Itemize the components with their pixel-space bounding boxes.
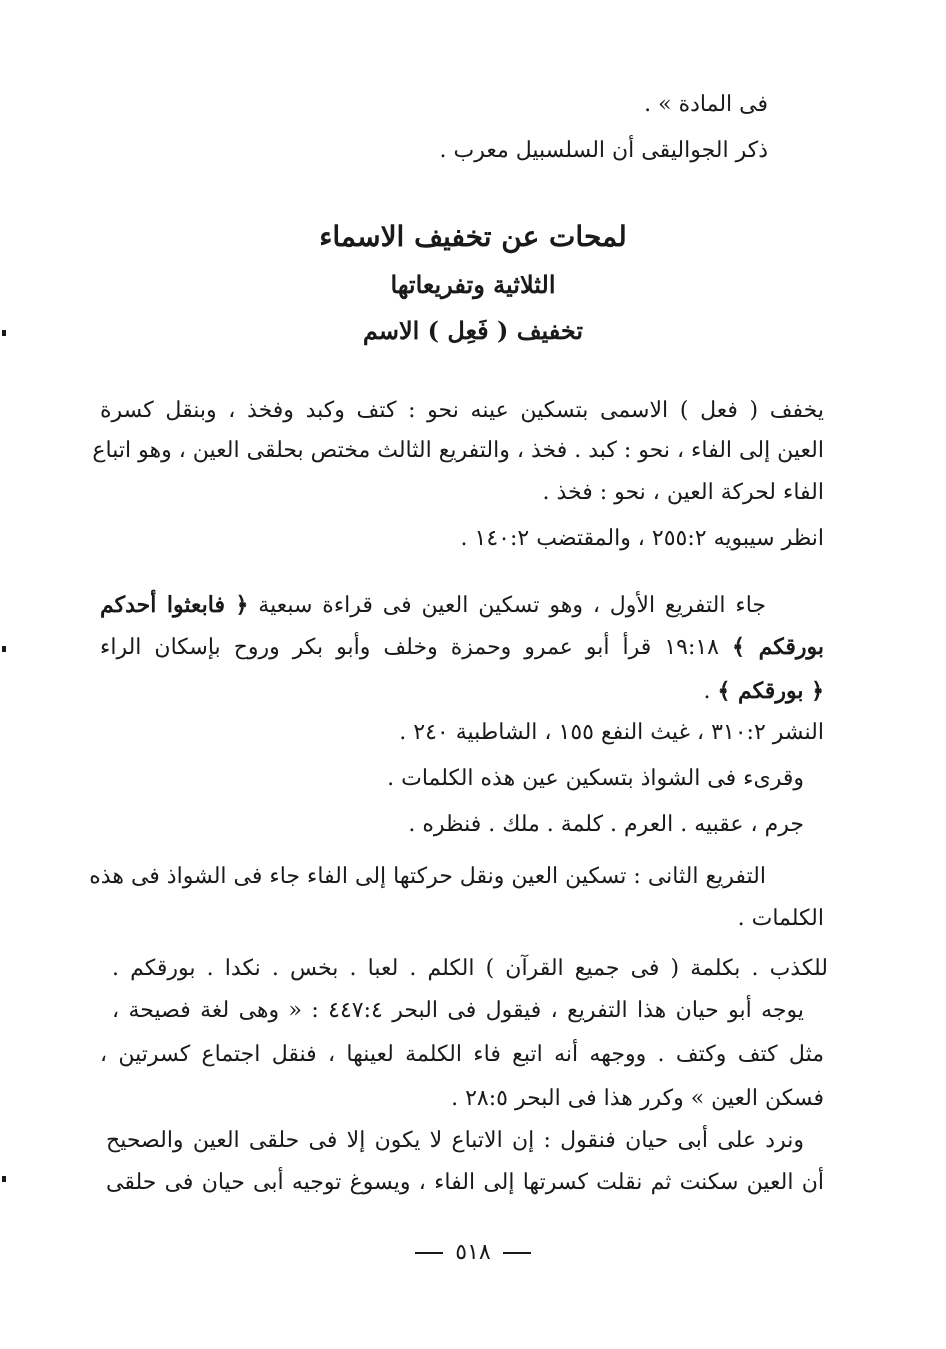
para2-line-1 [100,590,766,621]
page-number-value: ٥١٨ [455,1240,491,1265]
para3-line-1: التفريع الثانى : تسكين العين ونقل حركتها إلى الفاء جاء فى الشواذ فى هذه [89,864,766,889]
para2-line-5: وقرىء فى الشواذ بتسكين عين هذه الكلمات . [387,766,804,791]
page-number [0,1240,946,1265]
para2-line-3 [703,676,824,707]
page-number-dash [415,1252,443,1254]
para4-line-2: يوجه أبو حيان هذا التفريع ، فيقول فى البحر ٤٤٧:٤ : « وهى لغة فصيحة ، [112,998,804,1023]
para2-reference: النشر ٣١٠:٢ ، غيث النفع ١٥٥ ، الشاطبية ٢٤٠ . [399,720,824,745]
page-number-dash [503,1252,531,1254]
para4-line-4: فسكن العين » وكرر هذا فى البحر ٢٨:٥ . [451,1086,824,1111]
quran-quote: بورقكم ﴾ [732,634,824,660]
para1-line-1: يخفف ( فعل ) الاسمى بتسكين عينه نحو : كتف وكبد وفخذ ، وبنقل كسرة [100,398,824,423]
top-line-1: فى المادة » . [644,92,768,117]
quran-quote: ﴿ بورقكم ﴾ [717,678,824,704]
para2-line-1-text: جاء التفريع الأول ، وهو تسكين العين فى قراءة سبعية [258,593,767,618]
para4-line-3: مثل كتف وكتف . ووجهه أنه اتبع فاء الكلمة لعينها ، فنقل اجتماع كسرتين ، [100,1042,824,1067]
para2-line-3-end: . [703,679,711,704]
scan-edge-mark [2,646,6,652]
para5-line-1: ونرد على أبى حيان فنقول : إن الاتباع لا يكون إلا فى حلقى العين والصحيح [106,1128,804,1153]
para1-line-2: العين إلى الفاء ، نحو : كبد . فخذ ، والتفريع الثالث مختص بحلقى العين ، وهو اتباع [92,438,824,463]
para3-line-2: الكلمات . [737,906,824,931]
para2-line-6: جرم ، عقبيه . العرم . كلمة . ملك . فنظره . [408,812,804,837]
para4-line-1: للكذب . بكلمة ( فى جميع القرآن ) الكلم . لعبا . بخس . نكدا . بورقكم . [112,956,828,981]
main-title: لمحات عن تخفيف الاسماء [319,220,627,253]
para2-line-2 [100,632,824,663]
top-line-2: ذكر الجواليقى أن السلسبيل معرب . [439,138,768,163]
para5-line-2: أن العين سكنت ثم نقلت كسرتها إلى الفاء ، ويسوغ توجيه أبى حيان فى حلقى [106,1170,824,1195]
para1-line-3: الفاء لحركة العين ، نحو : فخذ . [542,480,824,505]
subtitle: الثلاثية وتفريعاتها [390,270,556,299]
para2-line-2-text: ١٩:١٨ قرأ أبو عمرو وحمزة وخلف وأبو بكر وروح بإسكان الراء [100,635,719,660]
scan-edge-mark [2,1176,6,1182]
section-heading: تخفيف ( فَعِل ) الاسم [362,316,584,345]
para1-reference: انظر سيبويه ٢٥٥:٢ ، والمقتضب ١٤٠:٢ . [460,526,824,551]
scan-edge-mark [2,330,6,336]
quran-quote: ﴿ فابعثوا أحدكم [100,592,249,618]
